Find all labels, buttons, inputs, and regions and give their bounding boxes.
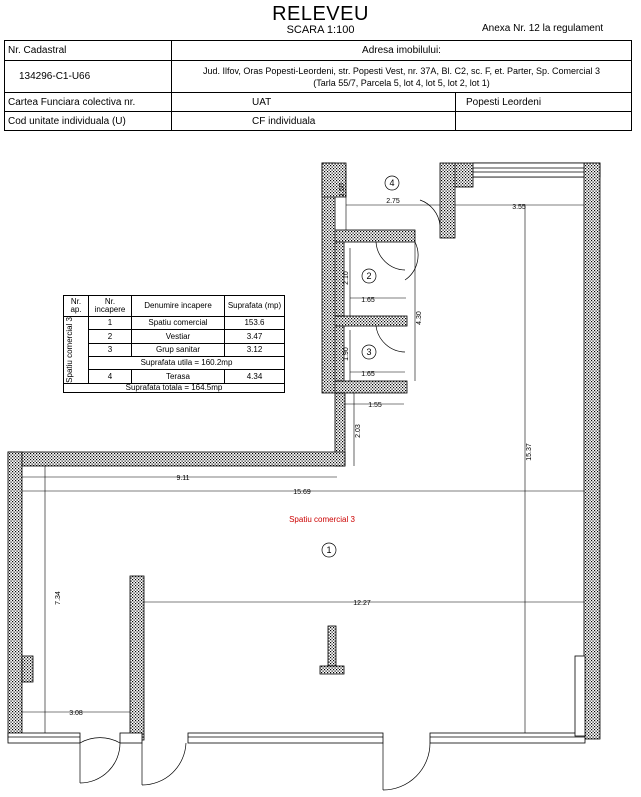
annex-label: Anexa Nr. 12 la regulament bbox=[482, 23, 604, 34]
room-name: Vestiar bbox=[132, 330, 225, 343]
adresa-label: Adresa imobilului: bbox=[172, 41, 632, 61]
uat-value: Popesti Leordeni bbox=[456, 93, 632, 112]
th-nr-ap: Nr. ap. bbox=[64, 296, 89, 317]
space-label: Spatiu comercial 3 bbox=[289, 515, 355, 524]
room-area: 153.6 bbox=[225, 317, 285, 330]
th-nr-incapere: Nr. incapere bbox=[89, 296, 132, 317]
scale-label: SCARA 1:100 bbox=[286, 24, 355, 36]
room-nr: 2 bbox=[89, 330, 132, 343]
suprafata-totala: Suprafata totala = 164.5mp bbox=[64, 383, 285, 392]
room-number-4: 4 bbox=[389, 178, 395, 188]
dim-4-30: 4.30 bbox=[416, 311, 423, 325]
th-suprafata: Suprafata (mp) bbox=[225, 296, 285, 317]
dim-7-34: 7.34 bbox=[55, 591, 62, 605]
dim-12-27: 12.27 bbox=[353, 600, 371, 607]
cf-individuala-label: CF individuala bbox=[172, 112, 456, 131]
dim-1-65-b: 1.65 bbox=[361, 371, 375, 378]
room-name: Spatiu comercial bbox=[132, 317, 225, 330]
dim-2-75: 2.75 bbox=[386, 198, 400, 205]
dim-1-90: 1.90 bbox=[343, 347, 350, 361]
dim-15-69: 15.69 bbox=[293, 489, 311, 496]
nr-cadastral-value: 134296-C1-U66 bbox=[5, 61, 172, 93]
terasa-area: 4.34 bbox=[225, 370, 285, 383]
room-name: Grup sanitar bbox=[132, 343, 225, 356]
adresa-line2: (Tarla 55/7, Parcela 5, lot 4, lot 5, lot 2, lot 1) bbox=[313, 77, 490, 88]
walls bbox=[8, 163, 600, 740]
rooms-table bbox=[63, 295, 285, 393]
room-area: 3.12 bbox=[225, 343, 285, 356]
dim-9-11: 9.11 bbox=[176, 475, 190, 482]
dim-2-10: 2.10 bbox=[343, 271, 350, 285]
dim-3-08: 3.08 bbox=[69, 710, 83, 717]
room-number-2: 2 bbox=[366, 271, 372, 281]
dim-1-50: 1.50 bbox=[339, 183, 346, 197]
dim-15-37: 15.37 bbox=[526, 443, 533, 461]
room-number-1: 1 bbox=[326, 545, 332, 555]
room-number-3: 3 bbox=[366, 347, 372, 357]
dim-2-03: 2.03 bbox=[355, 424, 362, 438]
ap-name: Spatiu comercial 3 bbox=[65, 317, 74, 383]
terasa-name: Terasa bbox=[132, 370, 225, 383]
nr-cadastral-label: Nr. Cadastral bbox=[5, 41, 172, 61]
carte-funciara-label: Cartea Funciara colectiva nr. bbox=[5, 93, 172, 112]
suprafata-utila: Suprafata utila = 160.2mp bbox=[89, 357, 285, 370]
dim-1-65-a: 1.65 bbox=[361, 297, 375, 304]
room-nr: 3 bbox=[89, 343, 132, 356]
th-denumire: Denumire incapere bbox=[132, 296, 225, 317]
room-nr: 1 bbox=[89, 317, 132, 330]
uat-label: UAT bbox=[172, 93, 456, 112]
dim-3-55: 3.55 bbox=[512, 204, 526, 211]
terasa-nr: 4 bbox=[89, 370, 132, 383]
cod-unitate-label: Cod unitate individuala (U) bbox=[5, 112, 172, 131]
room-area: 3.47 bbox=[225, 330, 285, 343]
dim-1-55: 1.55 bbox=[368, 402, 382, 409]
adresa-line1: Jud. Ilfov, Oras Popesti-Leordeni, str. Popesti Vest, nr. 37A, Bl. C2, sc. F, et. Parter, Sp. Comercial 3 bbox=[202, 65, 600, 76]
page-title: RELEVEU bbox=[272, 3, 369, 25]
